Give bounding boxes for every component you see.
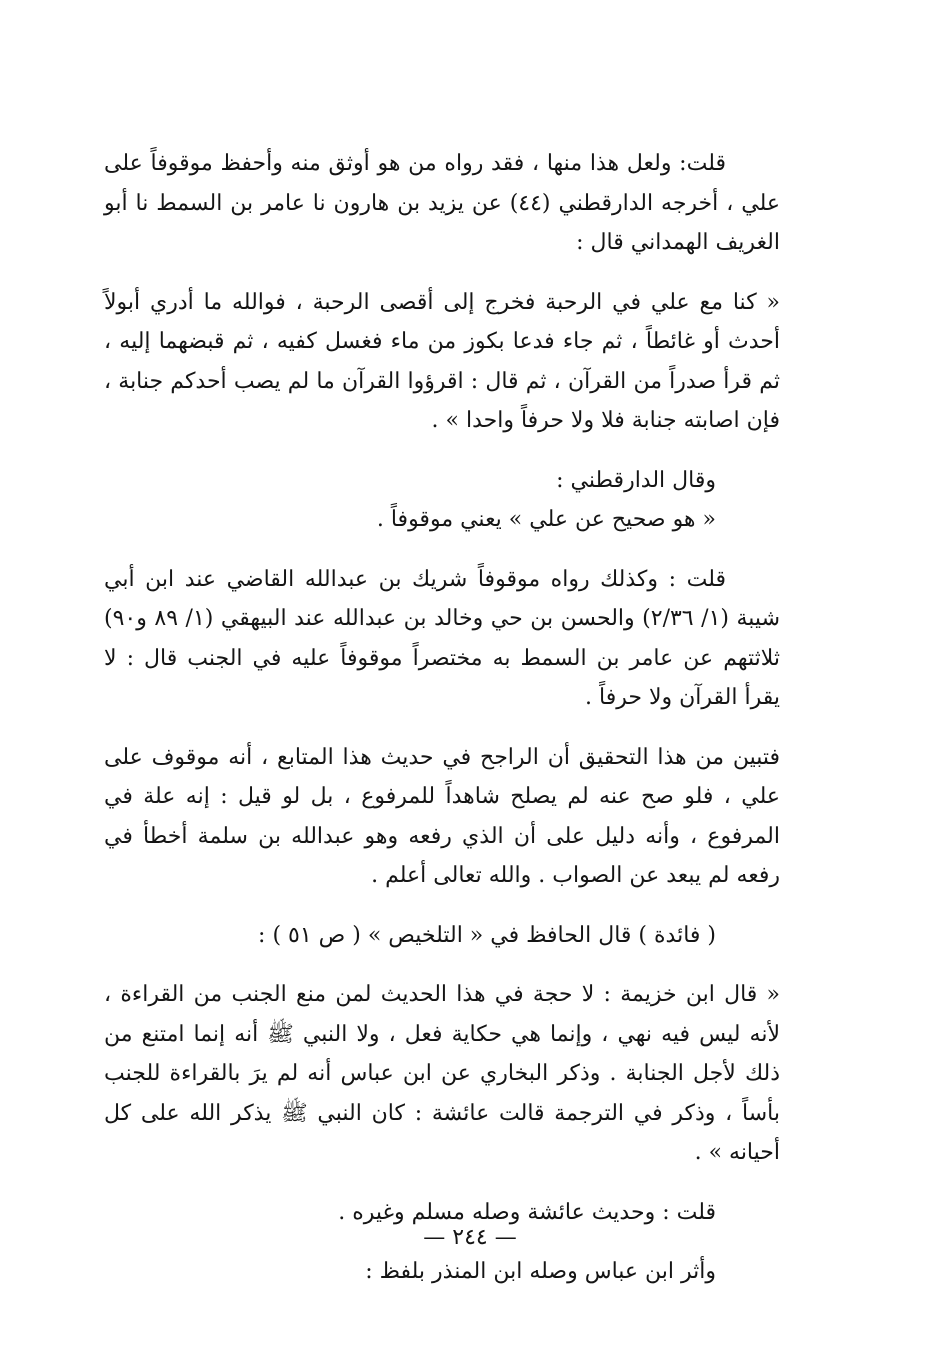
- paragraph-darqutni-verdict: « هو صحيح عن علي » يعني موقوفاً .: [376, 507, 716, 532]
- paragraph-ibn-abbas-athar: وأثر ابن عباس وصله ابن المنذر بلفظ :: [365, 1259, 716, 1284]
- page-number: — ٢٤٤ —: [423, 1225, 517, 1250]
- paragraph-sharik-report: قلت : وكذلك رواه موقوفاً شريك بن عبدالله القاضي عند ابن أبي شيبة (١/ ٢/٣٦) والحسن بن حي وخالد بن عبدالله عند البيهقي (١/ ٨٩ و٩٠) ثلاثتهم عن عامر بن السمط به مختصراً موقوفاً عليه في الجنب قال : لا يقرأ القرآن ولا حرفاً .: [104, 566, 781, 710]
- paragraph-rahba-narration: « كنا مع علي في الرحبة فخرج إلى أقصى الرحبة ، فوالله ما أدري أبولاً أحدث أو غائطاً ، ثم جاء فدعا بكوز من ماء فغسل كفيه ، ثم قبضهما إليه ، ثم قرأ صدراً من القرآن ، ثم قال : اقرؤوا القرآن ما لم يصب أحدكم جنابة ، فإن اصابته جنابة فلا ولا حرفاً واحدا » .: [104, 289, 780, 433]
- paragraph-conclusion: فتبين من هذا التحقيق أن الراجح في حديث هذا المتابع ، أنه موقوف على علي ، فلو صح عنه لم يصلح شاهداً للمرفوع ، بل لو قيل : إنه علة في المرفوع ، وأنه دليل على أن الذي رفعه وهو عبدالله بن سلمة أخطأ في رفعه لم يبعد عن الصواب . والله تعالى أعلم .: [104, 744, 780, 888]
- paragraph-ibn-khuzayma: « قال ابن خزيمة : لا حجة في هذا الحديث لمن منع الجنب من القراءة ، لأنه ليس فيه نهي ، وإنما هي حكاية فعل ، ولا النبي ﷺ أنه إنما امتنع من ذلك لأجل الجنابة . وذكر البخاري عن ابن عباس أنه لم يرَ بالقراءة للجنب بأساً ، وذكر في الترجمة قالت عائشة : كان النبي ﷺ يذكر الله على كل أحيانه » .: [104, 982, 780, 1165]
- page-body: [104, 144, 780, 1292]
- paragraph-aisha-hadith: قلت : وحديث عائشة وصله مسلم وغيره .: [338, 1199, 716, 1225]
- paragraph-faida-heading: ( فائدة ) قال الحافظ في « التلخيص » ( ص ٥١ ) :: [258, 922, 716, 948]
- paragraph-darqutni-said: وقال الدارقطني :: [556, 467, 716, 493]
- paragraph-darqutni-report: قلت: ولعل هذا منها ، فقد رواه من هو أوثق منه وأحفظ موقوفاً على علي ، أخرجه الدارقطني (٤٤) عن يزيد بن هارون نا عامر بن السمط نا أبو الغريف الهمداني قال :: [104, 151, 780, 255]
